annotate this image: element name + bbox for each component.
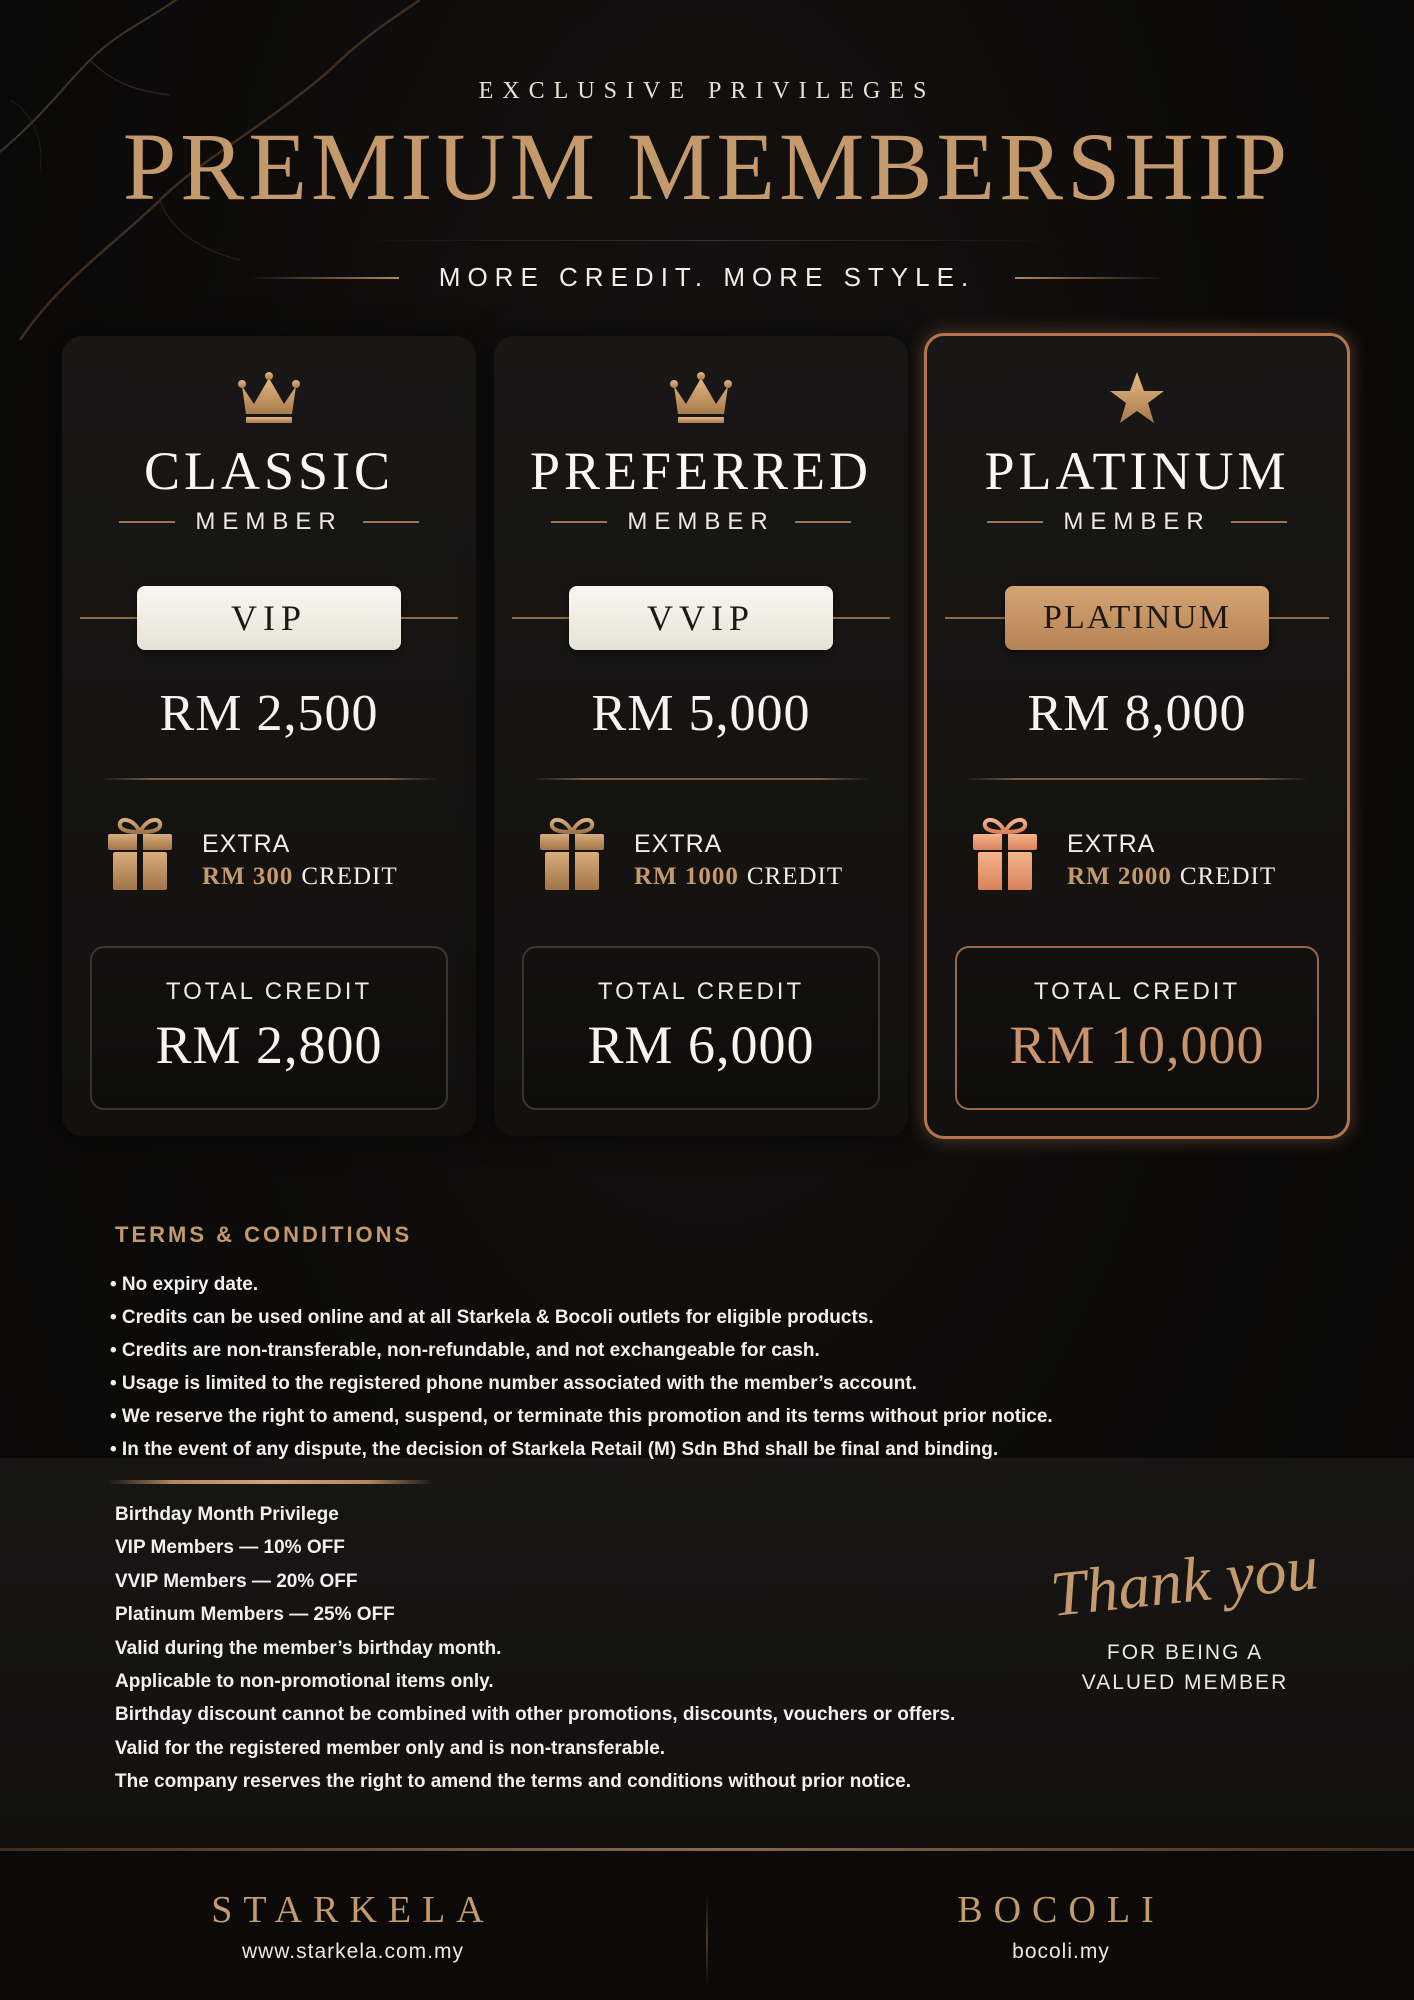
tagline-row	[0, 262, 1414, 293]
card-divider	[100, 778, 438, 780]
extra-credit	[202, 828, 398, 893]
total-credit-box	[522, 946, 880, 1110]
crown-icon	[62, 370, 476, 430]
birthday-divider	[108, 1480, 434, 1484]
terms-item: • In the event of any dispute, the decision of Starkela Retail (M) Sdn Bhd shall be final and binding.	[110, 1439, 999, 1460]
extra-label: EXTRA	[1067, 830, 1156, 858]
tier-badge: VVIP	[569, 586, 833, 650]
badge-rule	[401, 617, 458, 619]
total-credit-box	[90, 946, 448, 1110]
badge-row	[512, 586, 890, 650]
extra-label: EXTRA	[202, 830, 291, 858]
thank-you-subtitle	[1040, 1638, 1330, 1698]
link-starkela[interactable]: www.starkela.com.my	[241, 1940, 465, 1963]
tier-card-preferred	[494, 336, 908, 1136]
gift-icon	[971, 814, 1039, 892]
extra-label: EXTRA	[634, 830, 723, 858]
extra-suffix: CREDIT	[1179, 863, 1277, 890]
terms-item: • We reserve the right to amend, suspend, or terminate this promotion and its terms without prior notice.	[110, 1406, 1053, 1427]
extra-suffix: CREDIT	[746, 863, 844, 890]
title-divider	[340, 240, 1074, 241]
total-value: RM 10,000	[1009, 1015, 1265, 1075]
thank-you-text: Thank you	[1047, 1531, 1322, 1630]
thank-you-line1: FOR BEING A	[1106, 1641, 1264, 1664]
birthday-item: VVIP Members — 20% OFF	[115, 1570, 358, 1592]
member-label: MEMBER	[1063, 508, 1211, 535]
extra-amount: RM 1000	[634, 863, 739, 890]
terms-list	[110, 1268, 1053, 1466]
birthday-item: Valid for the registered member only and is non-transferable.	[115, 1737, 666, 1759]
member-label: MEMBER	[627, 508, 775, 535]
link-bocoli[interactable]: bocoli.my	[1012, 1940, 1110, 1963]
member-rule	[119, 521, 175, 523]
badge-rule	[1269, 617, 1329, 619]
tier-price: RM 8,000	[1027, 685, 1247, 742]
terms-item: • Usage is limited to the registered phone number associated with the member’s account.	[110, 1373, 917, 1394]
member-row	[494, 508, 908, 536]
star-icon	[927, 370, 1347, 430]
birthday-list	[115, 1498, 955, 1799]
badge-rule	[80, 617, 137, 619]
badge-row	[80, 586, 458, 650]
extra-credit	[634, 828, 843, 893]
tier-card-platinum	[924, 333, 1350, 1139]
page-title: PREMIUM MEMBERSHIP	[122, 113, 1292, 220]
birthday-item: The company reserves the right to amend the terms and conditions without prior notice.	[115, 1771, 912, 1793]
thank-you-line2: VALUED MEMBER	[1081, 1671, 1289, 1694]
total-label: TOTAL CREDIT	[1033, 978, 1241, 1005]
badge-rule	[512, 617, 569, 619]
terms-item: • Credits can be used online and at all Starkela & Bocoli outlets for eligible products.	[110, 1307, 874, 1328]
extra-suffix: CREDIT	[301, 863, 398, 890]
member-row	[927, 508, 1347, 536]
tier-price: RM 2,500	[159, 685, 379, 742]
tagline-rule-left	[249, 277, 399, 279]
brand-bocoli: BOCOLI	[957, 1889, 1165, 1931]
terms-item: • No expiry date.	[110, 1274, 259, 1295]
member-rule	[987, 521, 1043, 523]
badge-rule	[833, 617, 890, 619]
member-rule	[551, 521, 607, 523]
terms-title: TERMS & CONDITIONS	[115, 1222, 413, 1247]
badge-rule	[945, 617, 1005, 619]
tier-name: CLASSIC	[143, 441, 395, 501]
gift-icon	[538, 814, 606, 892]
birthday-item: Valid during the member’s birthday month.	[115, 1637, 502, 1659]
total-label: TOTAL CREDIT	[597, 978, 805, 1005]
gift-icon	[106, 814, 174, 892]
member-label: MEMBER	[195, 508, 343, 535]
member-rule	[363, 521, 419, 523]
member-rule	[795, 521, 851, 523]
brand-starkela: STARKELA	[211, 1889, 495, 1931]
member-rule	[1231, 521, 1287, 523]
total-value: RM 2,800	[155, 1015, 383, 1075]
tier-name: PREFERRED	[529, 441, 873, 501]
extra-amount: RM 2000	[1067, 863, 1172, 890]
birthday-item: Platinum Members — 25% OFF	[115, 1604, 395, 1626]
thank-you-script	[1047, 1528, 1322, 1638]
tagline-rule-right	[1015, 277, 1165, 279]
member-row	[62, 508, 476, 536]
tier-badge: VIP	[137, 586, 401, 650]
total-label: TOTAL CREDIT	[165, 978, 373, 1005]
tier-badge: PLATINUM	[1005, 586, 1269, 650]
total-value: RM 6,000	[587, 1015, 815, 1075]
tagline: MORE CREDIT. MORE STYLE.	[438, 262, 976, 292]
tier-card-classic	[62, 336, 476, 1136]
card-divider	[532, 778, 870, 780]
birthday-item: Birthday Month Privilege	[115, 1504, 339, 1525]
total-credit-box	[955, 946, 1319, 1110]
badge-row	[945, 586, 1329, 650]
tier-name: PLATINUM	[984, 441, 1290, 501]
card-divider	[965, 778, 1309, 780]
extra-credit	[1067, 828, 1276, 893]
extra-amount: RM 300	[202, 863, 294, 890]
eyebrow-text: EXCLUSIVE PRIVILEGES	[478, 78, 936, 104]
birthday-item: Applicable to non-promotional items only.	[115, 1671, 494, 1693]
birthday-item: VIP Members — 10% OFF	[115, 1537, 345, 1559]
crown-icon	[494, 370, 908, 430]
birthday-item: Birthday discount cannot be combined with other promotions, discounts, vouchers or offers.	[115, 1704, 956, 1726]
tier-price: RM 5,000	[591, 685, 811, 742]
terms-item: • Credits are non-transferable, non-refundable, and not exchangeable for cash.	[110, 1340, 820, 1361]
